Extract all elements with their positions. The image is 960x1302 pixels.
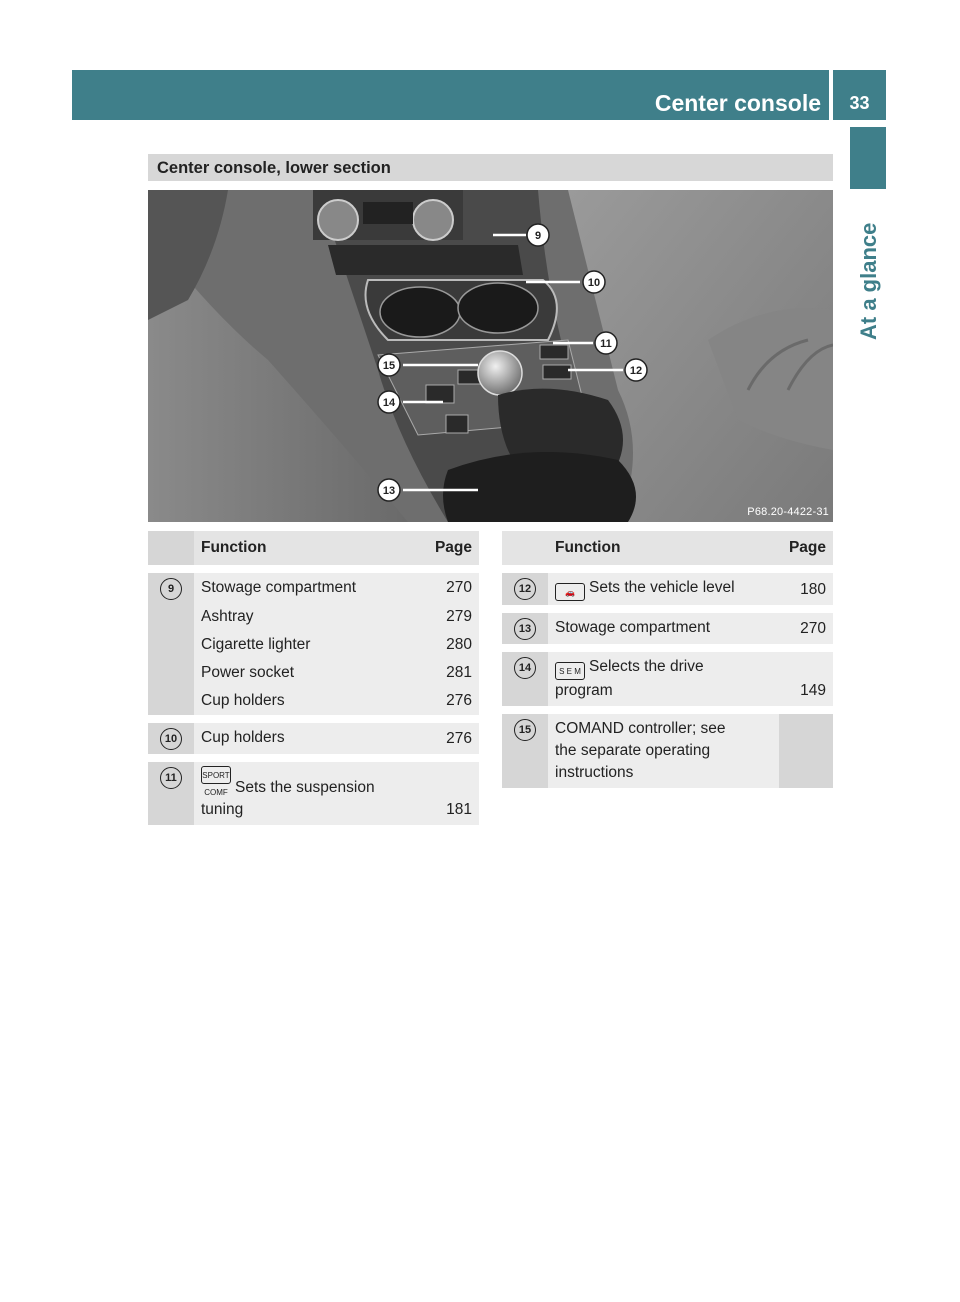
side-tab-block — [850, 127, 886, 189]
num-header — [148, 531, 194, 569]
page-ref: 280 — [425, 631, 479, 659]
section-title: Center console, lower section — [148, 154, 833, 181]
function-text: Ashtray — [194, 603, 425, 631]
callout-10 — [583, 271, 605, 293]
function-text: Stowage compartment — [548, 609, 779, 648]
page-ref: 279 — [425, 603, 479, 631]
function-text: SPORT COMF Sets the suspension tuning — [194, 758, 425, 825]
page-ref — [779, 710, 833, 788]
function-text: S E M Selects the drive program — [548, 648, 779, 710]
table-row — [148, 569, 479, 603]
callout-14-label: 14 — [382, 397, 396, 409]
table-row — [502, 710, 833, 788]
function-text: 🚗 Sets the vehicle level — [548, 569, 779, 609]
table-row — [502, 648, 833, 710]
page-ref: 276 — [425, 687, 479, 719]
page-ref: 276 — [425, 719, 479, 758]
item-number: 12 — [502, 569, 548, 609]
drive-program-icon: S E M — [555, 662, 585, 680]
callout-15 — [378, 354, 400, 376]
function-table-right — [502, 531, 833, 788]
page-ref: 281 — [425, 659, 479, 687]
function-text: Stowage compartment — [194, 569, 425, 603]
vehicle-level-icon: 🚗 — [555, 583, 585, 601]
function-header: Function — [194, 531, 425, 569]
function-table-left — [148, 531, 479, 825]
item-number: 10 — [148, 719, 194, 758]
table-row — [148, 603, 479, 631]
function-text: Power socket — [194, 659, 425, 687]
callout-14 — [378, 391, 400, 413]
callout-12-label: 12 — [629, 365, 643, 377]
console-illustration — [148, 190, 833, 522]
photo-code: P68.20-4422-31 — [747, 506, 829, 518]
table-row — [502, 569, 833, 609]
item-number: 9 — [148, 569, 194, 719]
page-ref: 270 — [425, 569, 479, 603]
item-number: 15 — [502, 710, 548, 788]
function-text: Cigarette lighter — [194, 631, 425, 659]
item-number: 13 — [502, 609, 548, 648]
chapter-title: Center console — [654, 90, 821, 116]
table-row — [148, 687, 479, 719]
table-header-row — [502, 531, 833, 569]
callout-9-label: 9 — [534, 230, 542, 242]
callout-9 — [527, 224, 549, 246]
callout-13 — [378, 479, 400, 501]
table-row — [148, 758, 479, 825]
table-header-row — [148, 531, 479, 569]
page-ref: 181 — [425, 758, 479, 825]
function-text: COMAND controller; see the separate operating instructions — [548, 710, 779, 788]
callout-13-label: 13 — [382, 485, 396, 497]
function-header: Function — [548, 531, 779, 569]
callout-11-label: 11 — [600, 338, 612, 350]
page-header: Page — [779, 531, 833, 569]
page-header: Page — [425, 531, 479, 569]
num-header — [502, 531, 548, 569]
table-row — [502, 609, 833, 648]
side-tab-label: At a glance — [856, 222, 881, 340]
sport-comf-icon: SPORT COMF — [201, 766, 231, 784]
center-console-photo — [148, 190, 833, 522]
item-number: 11 — [148, 758, 194, 825]
function-text: Cup holders — [194, 719, 425, 758]
callout-11 — [595, 332, 617, 354]
table-row — [148, 719, 479, 758]
callout-15-label: 15 — [382, 360, 396, 372]
callout-12 — [625, 359, 647, 381]
table-row — [148, 631, 479, 659]
page-ref: 149 — [779, 648, 833, 710]
page-ref: 180 — [779, 569, 833, 609]
item-number: 14 — [502, 648, 548, 710]
table-row — [148, 659, 479, 687]
function-text: Cup holders — [194, 687, 425, 719]
page-ref: 270 — [779, 609, 833, 648]
callout-10-label: 10 — [587, 277, 601, 289]
page-number: 33 — [849, 93, 870, 113]
